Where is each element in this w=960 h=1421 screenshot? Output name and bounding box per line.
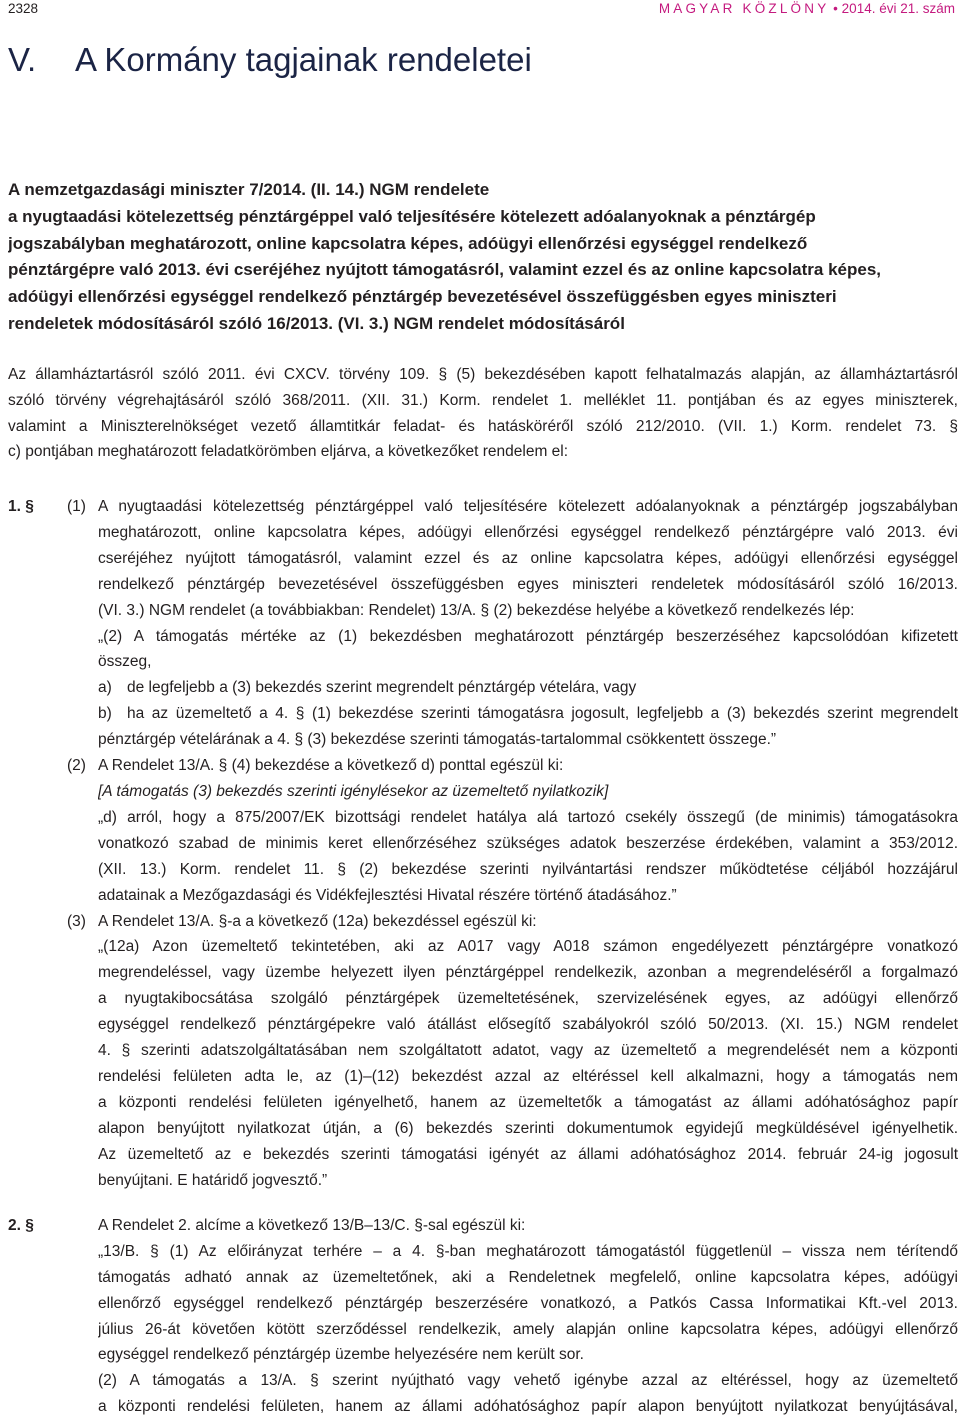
article-number: 1. § — [8, 498, 34, 515]
decree-title — [8, 177, 958, 338]
quote-line: „(2) A támogatás mértéke az (1) bekezdésben meghatározott pénztárgép beszerzéséhez kapcsolódóan kifizetett — [98, 627, 958, 645]
quote-line: egységgel rendelkező pénztárgép üzembe helyezésére nem került sor. — [98, 1346, 584, 1364]
article-number: 2. § — [8, 1217, 34, 1234]
paragraph-label: (3) — [67, 912, 86, 930]
paragraph-line: (VI. 3.) NGM rendelet (a továbbiakban: Rendelet) 13/A. § (2) bekezdése helyébe a következő rendelkezés lép: — [98, 601, 855, 619]
publication-masthead — [659, 0, 955, 18]
paragraph-line: A Rendelet 13/A. § (4) bekezdése a következő d) ponttal egészül ki: — [98, 757, 564, 775]
paragraph-line: A Rendelet 13/A. §-a a következő (12a) bekezdéssel egészül ki: — [98, 912, 537, 930]
quote-line: összeg, — [98, 653, 152, 671]
paragraph-line: cseréjéhez nyújtott támogatásról, valamint ezzel és az online kapcsolatra képes, adóügyi ellenőrzési egységgel — [98, 549, 958, 567]
bracketed-context-line: [A támogatás (3) bekezdés szerinti igénylésekor az üzemeltető nyilatkozik] — [98, 782, 609, 800]
title-line: jogszabályban meghatározott, online kapcsolatra képes, adóügyi ellenőrzési egységgel rendelkező — [8, 233, 808, 253]
paragraph-line: A nyugtaadási kötelezettség pénztárgéppel való teljesítésére kötelezett adóalanyoknak a pénztárgép jogszabályban — [98, 498, 958, 515]
title-line: A nemzetgazdasági miniszter 7/2014. (II. 14.) NGM rendelete — [8, 180, 490, 199]
preamble — [8, 362, 958, 465]
quote-line: „13/B. § (1) Az előirányzat terhére – a 4. §-ban meghatározott támogatástól függetlenül – vissza nem térítendő — [98, 1242, 958, 1260]
point-a — [8, 675, 958, 701]
running-header — [8, 0, 955, 18]
quote-line: adatainak a Mezőgazdasági és Vidékfejlesztési Hivatal részére történő átadásához.” — [98, 886, 677, 904]
quote-line: (2) A támogatás a 13/A. § szerint nyújtható vagy vehető igénybe azzal az eltéréssel, hogy az üzemeltető — [98, 1372, 958, 1390]
paragraph-label: (1) — [67, 498, 86, 515]
quote-line: a központi rendelési felületen, hanem az állami adóhatósághoz papír alapon benyújtott nyilatkozat benyújtásával, — [98, 1398, 958, 1416]
quote-line: megrendeléssel, vagy üzembe helyezett ilyen pénztárgéppel rendelkezik, azonban a megrendeléséről a forgalmazó — [98, 964, 958, 982]
issue-number: 2014. évi 21. szám — [841, 1, 955, 16]
preamble-line: Az államháztartásról szóló 2011. évi CXCV. törvény 109. § (5) bekezdésében kapott felhatalmazás alapján, az államháztartásról — [8, 366, 958, 383]
quote-line: a központi rendelési felületen igényelhető, hanem az üzemeltetők a támogatást az állami adóhatósághoz papír — [98, 1093, 958, 1111]
point-label: a) — [98, 679, 112, 697]
paragraph-line: meghatározott, online kapcsolatra képes, adóügyi ellenőrzési egységgel rendelkező pénztárgépre való 2013. évi — [98, 523, 958, 541]
quote-line: a nyugtakibocsátása szolgáló pénztárgépek üzemeltetésének, szervizelésének egyes, az adóügyi ellenőrző — [98, 990, 958, 1008]
paragraph-line: rendelkező pénztárgép bevezetésével összefüggésben egyes miniszteri rendeletek módosításáról szóló 16/2013. — [98, 575, 958, 593]
title-line: adóügyi ellenőrzési egységgel rendelkező pénztárgép bevezetésével összefüggésben egyes miniszteri — [8, 287, 837, 307]
section-number: V. — [8, 41, 37, 78]
quote-line: rendelési felületen adta le, az (1)–(12) bekezdést azzal az eltéréssel kell alkalmazni, hogy a támogatás nem — [98, 1067, 958, 1085]
article-1 — [8, 494, 958, 1193]
point-line: de legfeljebb a (3) bekezdés szerint megrendelt pénztárgép vételára, vagy — [127, 679, 637, 697]
point-b — [8, 701, 958, 727]
preamble-line: szóló törvény végrehajtásáról szóló 368/2011. (XII. 31.) Korm. rendelet 1. melléklet 11. pontjában és az egyes miniszterek, — [8, 391, 958, 409]
quote-line: 4. § szerinti adatszolgáltatásában nem szolgáltatott adatot, vagy az üzemeltető a megrendelését nem a központi — [98, 1042, 958, 1060]
section-heading — [8, 40, 948, 80]
article-2-body — [8, 1213, 958, 1420]
quote-line: alapon benyújtott nyilatkozat útján, a (6) bekezdés szerinti dokumentumok egyidejű megküldésével igényelhetik. — [98, 1119, 958, 1137]
quote-line: július 26-át követően kötött szerződéssel rendelkezik, amely alapján online kapcsolatra képes, adóügyi ellenőrző — [98, 1320, 958, 1338]
preamble-line: valamint a Miniszterelnökséget vezető államtitkár feladat- és hatásköréről szóló 212/2010. (VII. 1.) Korm. rendelet 73. § — [8, 417, 958, 435]
point-line: pénztárgép vételárának a 4. § (3) bekezdése szerinti támogatás-tartalommal csökkentett összege.” — [98, 731, 777, 749]
quote-line: benyújtani. E határidő jogvesztő.” — [98, 1171, 328, 1189]
quote-line: Az üzemeltető az e bekezdés szerinti támogatási igényét az állami adóhatósághoz 2014. február 24-ig jogosult — [98, 1145, 958, 1163]
quote-line: „d) arról, hogy a 875/2007/EK bizottsági rendelet hatálya alá tartozó csekély összegű (de minimis) támogatásokra — [98, 808, 958, 826]
preamble-line: c) pontjában meghatározott feladatkörömben eljárva, a következőket rendelem el: — [8, 443, 569, 461]
point-label: b) — [98, 705, 112, 723]
separator-bullet: • — [833, 1, 838, 16]
paragraph-label: (2) — [67, 757, 86, 775]
point-line: ha az üzemeltető a 4. § (1) bekezdése szerinti támogatásra jogosult, legfeljebb a (3) bekezdés szerint megrendelt — [127, 705, 958, 723]
quote-line: támogatás adható annak az üzemeltetőnek, aki a Rendeletnek megfelelő, online kapcsolatra képes, adóügyi — [98, 1268, 958, 1286]
article-1-paragraph-3 — [8, 909, 958, 1194]
article-2 — [8, 1213, 958, 1420]
title-line: pénztárgépre való 2013. évi cseréjéhez nyújtott támogatásról, valamint ezzel és az online kapcsolatra képes, — [8, 260, 882, 280]
quote-line: egységgel rendelkező pénztárgépekre való átállást elősegítő szabályokról szóló 50/2013. (XI. 15.) NGM rendelet — [98, 1016, 958, 1034]
page-number: 2328 — [8, 1, 39, 16]
title-line: a nyugtaadási kötelezettség pénztárgéppel való teljesítésére kötelezett adóalanyoknak a pénztárgép — [8, 206, 816, 226]
section-title: A Kormány tagjainak rendeletei — [75, 41, 532, 78]
article-1-paragraph-2 — [8, 753, 958, 908]
quote-line: vonatkozó szabad de minimis keret ellenőrzéséhez szükséges adatok beszerzése érdekében, valamint a 353/2012. — [98, 834, 958, 852]
article-1-paragraph-1 — [8, 494, 958, 624]
paragraph-line: A Rendelet 2. alcíme a következő 13/B–13/C. §-sal egészül ki: — [98, 1217, 526, 1234]
quote-line: ellenőrző egységgel rendelkező pénztárgép beszerzésére vonatkozó, a Patkós Cassa Informatikai Kft.-vel 2013. — [98, 1294, 958, 1312]
publication-name: MAGYAR KÖZLÖNY — [658, 1, 830, 16]
quote-line: „(12a) Azon üzemeltető tekintetében, aki az A017 vagy A018 számon engedélyezett pénztárgépre vonatkozó — [98, 938, 958, 956]
amendment-quote — [8, 624, 958, 676]
point-b-continuation — [8, 727, 958, 753]
title-line: rendeletek módosításáról szóló 16/2013. (VI. 3.) NGM rendelet módosításáról — [8, 313, 625, 333]
quote-line: (XII. 13.) Korm. rendelet 11. § (2) bekezdése szerinti nyilvántartási rendszer működtetése céljából hozzájárul — [98, 860, 958, 878]
